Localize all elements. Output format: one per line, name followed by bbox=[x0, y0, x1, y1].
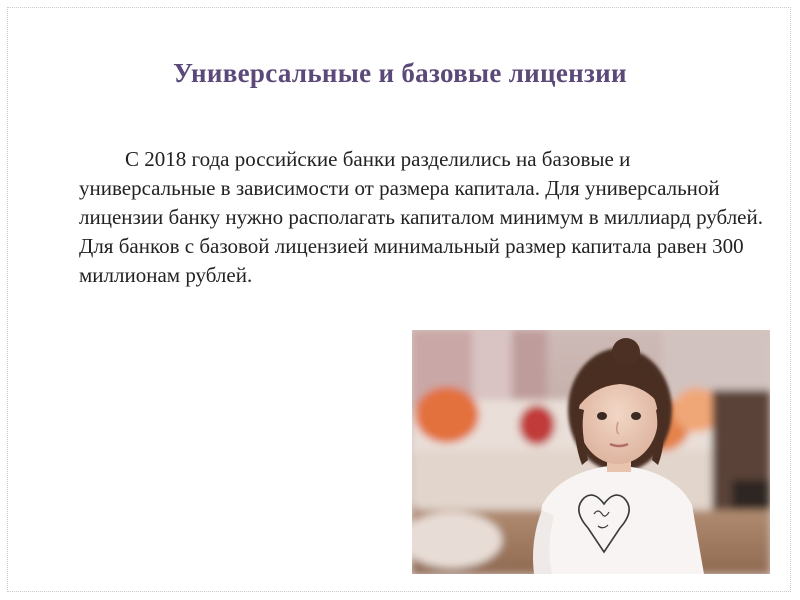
slide-title: Универсальные и базовые лицензии bbox=[173, 58, 627, 88]
child-photo bbox=[412, 330, 770, 574]
slide-paragraph: С 2018 года российские банки разделились на базовые и универсальные в зависимости от размера капитала. Для универсальной лицензии банку нужно располагать капиталом минимум в миллиард рублей. Для банков с базовой лицензией минимальный размер капитала равен 300 миллионам рублей. bbox=[79, 147, 763, 287]
